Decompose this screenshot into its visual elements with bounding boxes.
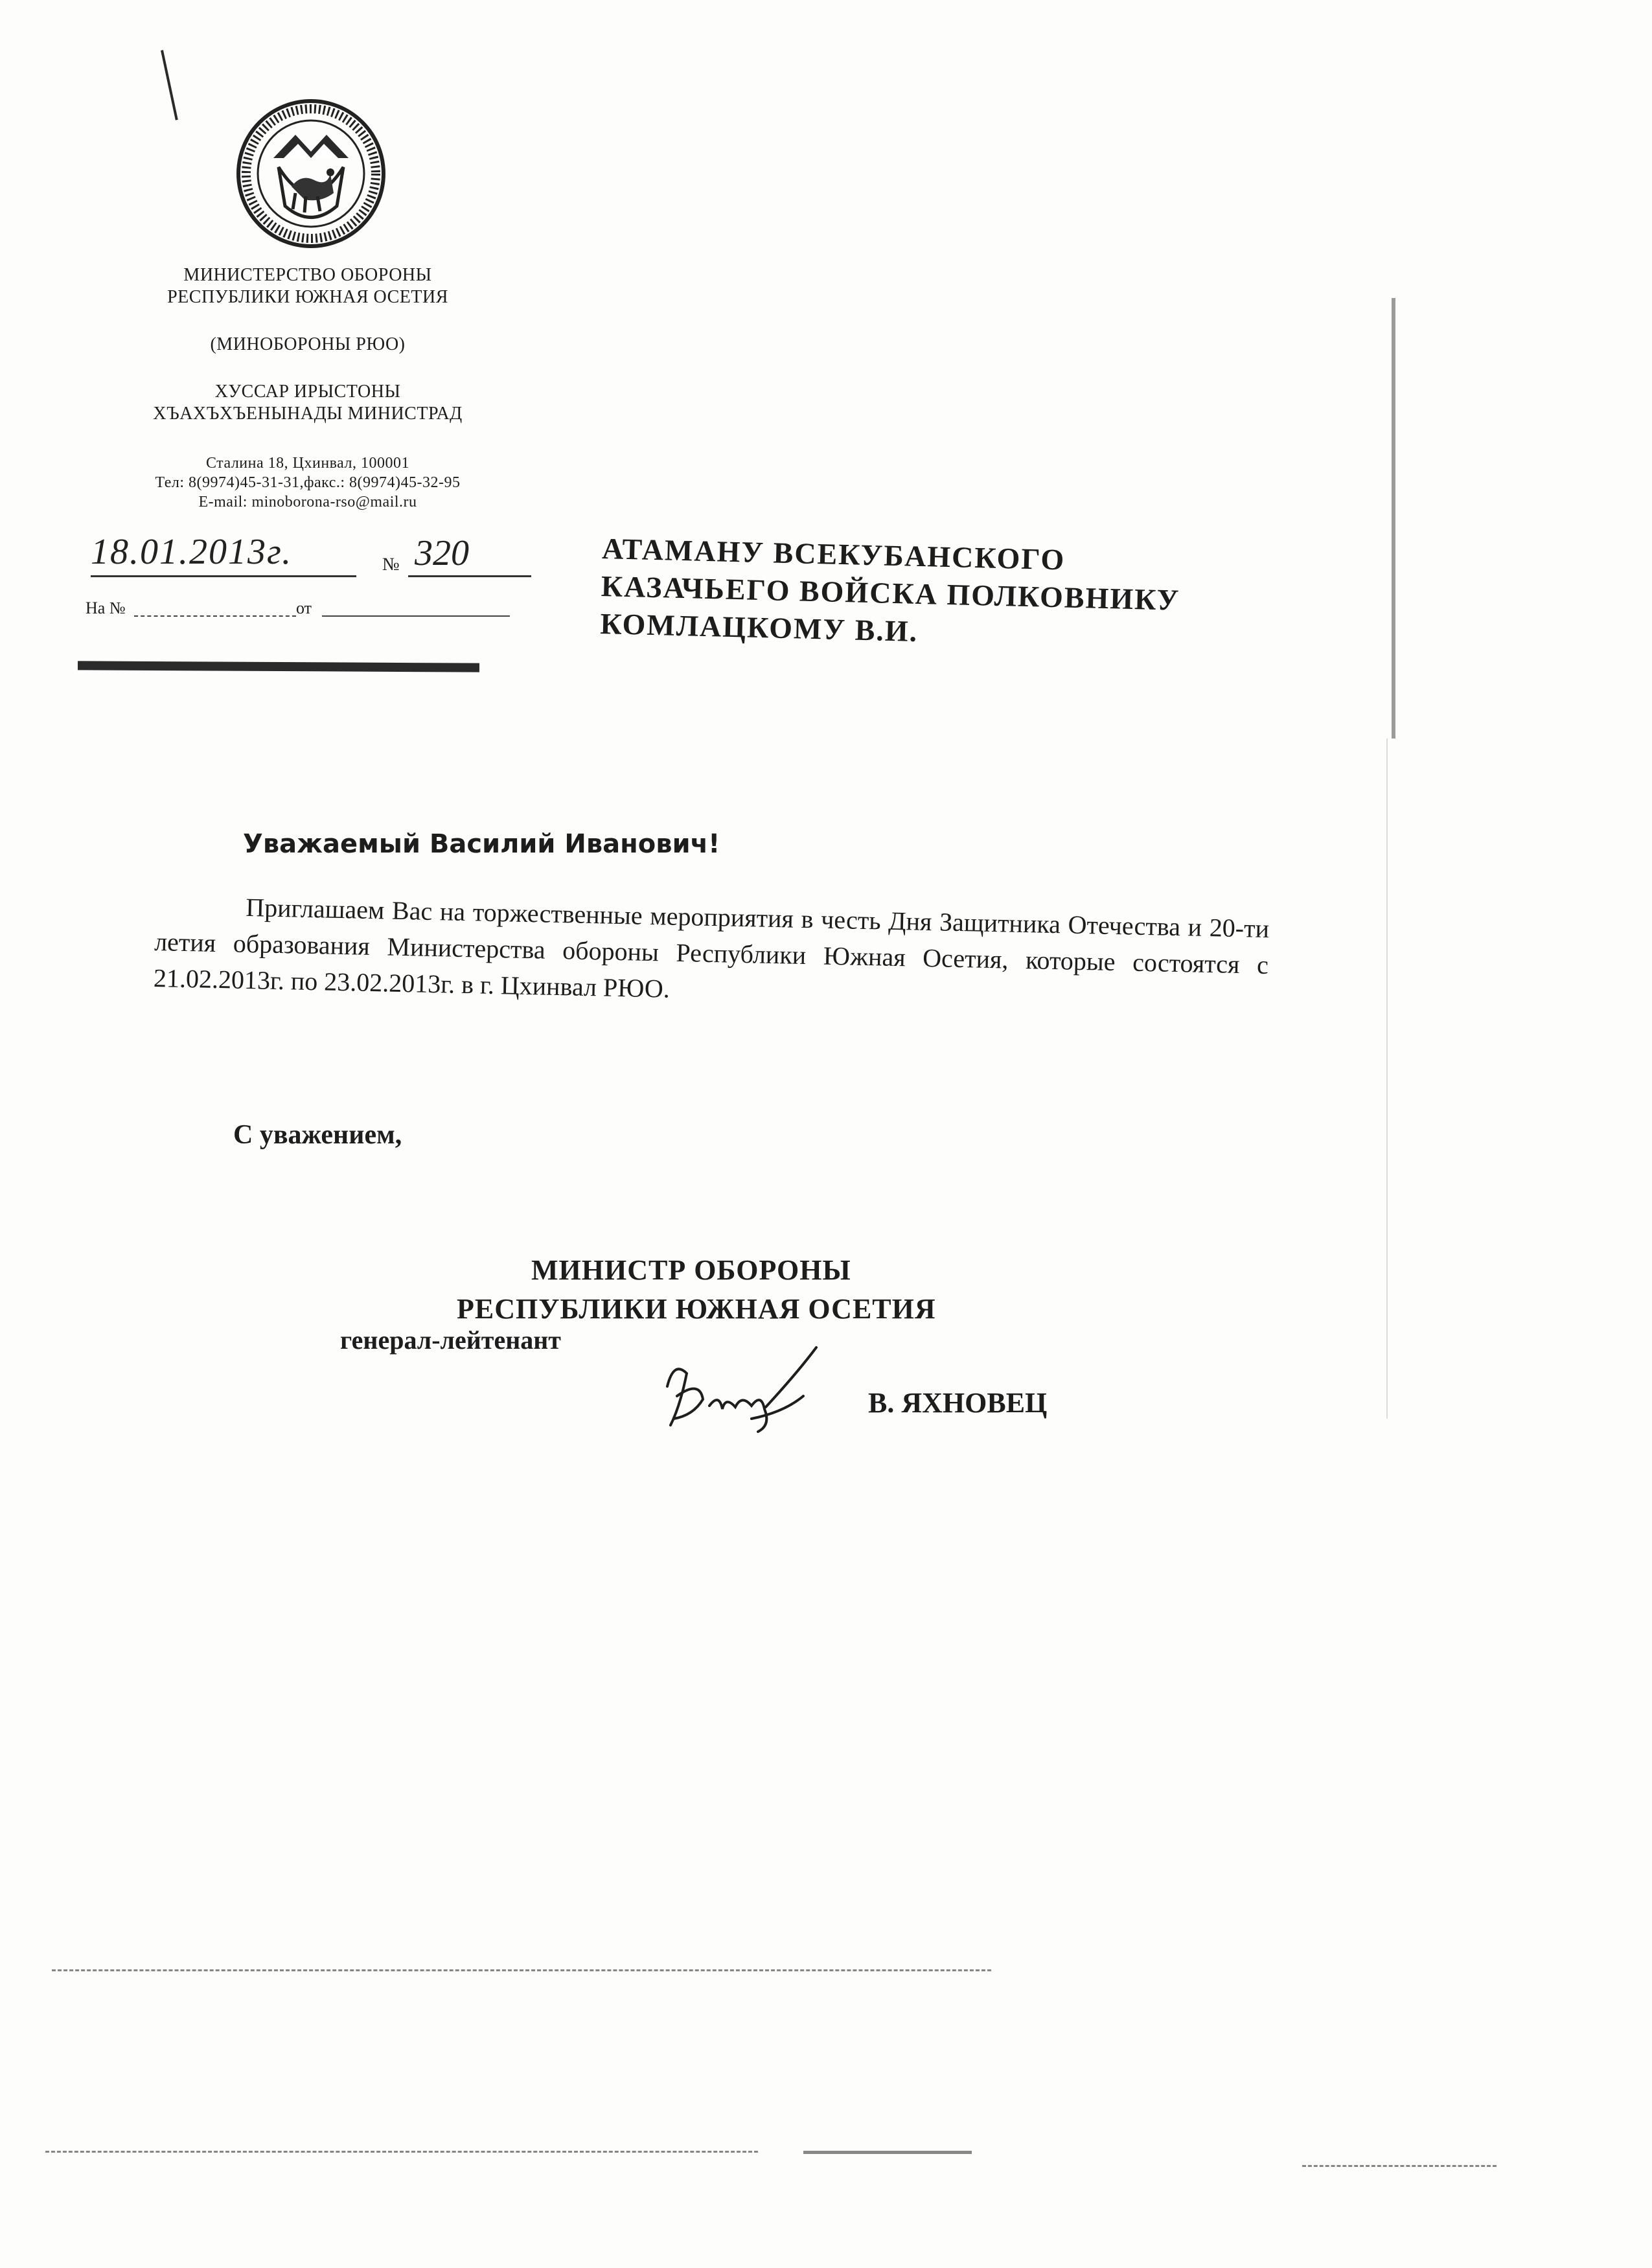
reference-number-blank <box>134 615 296 617</box>
handwritten-signature-icon <box>654 1334 849 1445</box>
signatory-title-line2: РЕСПУБЛИКИ ЮЖНАЯ ОСЕТИЯ <box>457 1293 936 1325</box>
reference-number-label: На № <box>86 599 126 617</box>
letterhead-ministry-os <box>97 381 518 425</box>
letterhead-ministry-ru <box>97 264 518 308</box>
salutation: Уважаемый Василий Иванович! <box>243 829 720 859</box>
letterhead-address: Сталина 18, Цхинвал, 100001 <box>205 455 410 472</box>
reference-row <box>86 599 513 622</box>
signatory-rank: генерал-лейтенант <box>340 1325 561 1355</box>
letterhead-email: E-mail: minoborona-rso@mail.ru <box>198 494 417 510</box>
signatory-title-line1: МИНИСТР ОБОРОНЫ <box>531 1254 851 1286</box>
closing: С уважением, <box>233 1120 402 1150</box>
letterhead-contacts <box>97 453 518 512</box>
letterhead-divider <box>78 661 479 672</box>
letter-body-paragraph: Приглашаем Вас на торжественные мероприятия в честь Дня Защитника Отечества и 20-ти летия образования Министерства обороны Республики Южная Осетия, которые состоятся с 21.02.2013г. по 23.02.2013г. в г. Цхинвал РЮО. <box>153 892 1270 1003</box>
addressee-block <box>600 530 1250 658</box>
scan-dash-row <box>1302 2165 1497 2167</box>
scan-dash-row <box>803 2151 972 2154</box>
scan-mark <box>161 50 178 120</box>
letterhead-ministry-ru-line2: РЕСПУБЛИКИ ЮЖНАЯ ОСЕТИЯ <box>167 287 448 307</box>
reference-from-label: от <box>296 599 312 617</box>
letterhead-ministry-ru-line1: МИНИСТЕРСТВО ОБОРОНЫ <box>183 265 432 285</box>
addressee-line3: КОМЛАЦКОМУ В.И. <box>599 606 919 648</box>
letter-body <box>153 888 1269 1020</box>
signatory-name: В. ЯХНОВЕЦ <box>868 1387 1048 1419</box>
addressee-line2: КАЗАЧЬЕГО ВОЙСКА ПОЛКОВНИКУ <box>601 569 1180 617</box>
scan-shadow-edge-lower <box>1386 739 1388 1419</box>
registration-date: 18.01.2013г. <box>91 532 293 572</box>
registration-date-underline <box>91 575 356 577</box>
letterhead-ministry-os-line1: ХУССАР ИРЫСТОНЫ <box>214 382 401 402</box>
registration-number-underline <box>408 575 531 577</box>
reference-date-blank <box>322 615 510 617</box>
letterhead-abbreviation: (МИНОБОРОНЫ РЮО) <box>210 334 406 354</box>
coat-of-arms-icon <box>233 96 389 251</box>
scan-dash-row <box>45 2151 758 2153</box>
registration-number: 320 <box>415 533 469 573</box>
scan-dash-row <box>52 1969 991 1971</box>
addressee-line1: АТАМАНУ ВСЕКУБАНСКОГО <box>601 531 1066 577</box>
scan-shadow-edge <box>1392 298 1395 739</box>
letterhead-phones: Тел: 8(9974)45-31-31,факс.: 8(9974)45-32-95 <box>155 474 461 491</box>
registration-number-label: № <box>382 555 400 575</box>
letterhead-ministry-os-line2: ХЪАХЪХЪЕНЫНАДЫ МИНИСТРАД <box>153 404 463 424</box>
